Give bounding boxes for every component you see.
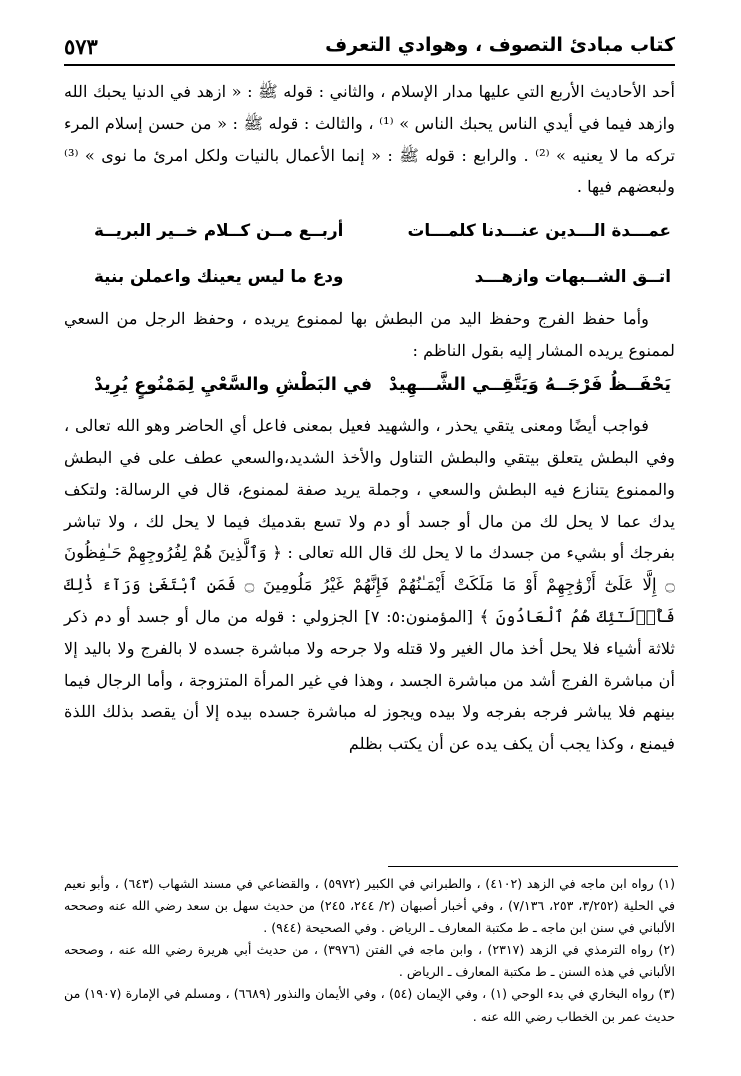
poem-verse-3: [64, 370, 675, 402]
verse-2-first-hemistich: اتــق الشــبهات وازهـــد: [474, 265, 671, 286]
page-number: ٥٧٣: [64, 34, 98, 59]
main-text: [64, 76, 675, 760]
verse-3-second-hemistich: في البَطْشِ والسَّعْيِ لِمَمْنُوعٍ يُرِيدْ: [94, 375, 373, 396]
commentary-text-continued: الجزولي : قوله من مال أو جسد أو دم ذكر ثلاثة أشياء فلا يحل أخذ مال الغير ولا قتله ولا جرحه ولا مباشرة جسده لا بالفرج ولا باليد إلا أن مباشرة الفرج أشد من مباشرة الجسد ، وهذا في غير المرأة المتزوجة ، وأما الرجال فيما بينهم فلا يباشر فرجه بفرجه ولا بيده ويجوز له مباشرة جسده بيده إلا أن يقصد بذلك اللذة فيمنع ، وكذا يجب أن يكف يده عن أن يكتب بظلم: [64, 606, 675, 754]
footnotes: [64, 873, 675, 1028]
paragraph-commentary: [64, 410, 675, 760]
poem-verse-2: [64, 261, 675, 293]
verse-1-second-hemistich: أربــع مــن كــلام خــير البريــة: [94, 220, 344, 241]
verse-3-first-hemistich: يَحْفَــظُ فَرْجَــهُ وَيَتَّقِــي الشَّـــهِيدْ: [388, 375, 671, 396]
commentary-text: فواجب أيضًا ومعنى يتقي يحذر ، والشهيد فعيل بمعنى فاعل أي الحاضر وهو الله تعالى ، وفي البطش يتعلق بيتقي والبطش التناول والأخذ الشديد،والسعي عطف على في البطش والممنوع يتنازع فيه البطش والسعي ، وجملة يريد صفة لممنوع، قال في الرسالة: ولتكف يدك عما لا يحل لك من مال أو جسد أو دم ولا تسع بقدميك فيما لا يحل لك ، ولا تباشر بفرجك أو بشيء من جسدك ما لا يحل لك قال الله تعالى :: [64, 416, 676, 563]
quran-reference: [المؤمنون:٥: ٧]: [364, 606, 473, 626]
quran-verse: ﴿ وَٱلَّذِينَ هُمْ لِفُرُوجِهِمْ حَـٰفِظُونَ ۝ إِلَّا عَلَىٰٓ أَزْوَٰجِهِمْ أَوْ مَا مَلَكَتْ أَيْمَـٰنُهُمْ فَإِنَّهُمْ غَيْرُ مَلُومِينَ ۝ فَمَنِ ٱبْتَغَىٰ وَرَآءَ ذَٰلِكَ فَأُو۟لَـٰٓئِكَ هُمُ ٱلْعَادُونَ ﴾: [64, 543, 675, 626]
paragraph-hadiths: أحد الأحاديث الأربع التي عليها مدار الإسلام ، والثاني : قوله ﷺ : « ازهد في الدنيا يحبك الله وازهد فيما في أيدي الناس يحبك الناس » ⁽¹⁾ ، والثالث : قوله ﷺ : « من حسن إسلام المرء تركه ما لا يعنيه » ⁽²⁾ . والرابع : قوله ﷺ : « إنما الأعمال بالنيات ولكل امرئ ما نوى » ⁽³⁾ ولبعضهم فيها .: [64, 82, 676, 197]
footnote-3: (٣) رواه البخاري في بدء الوحي (١) ، وفي الإيمان (٥٤) ، وفي الأيمان والنذور (٦٦٨٩) ، ومسلم في الإمارة (١٩٠٧) من حديث عمر بن الخطاب رضي الله عنه .: [64, 986, 675, 1024]
book-title: كتاب مبادئ التصوف ، وهوادي التعرف: [325, 34, 675, 56]
page-header: [64, 30, 675, 66]
paragraph-preservation: وأما حفظ الفرج وحفظ اليد من البطش بها لممنوع يريده ، وحفظ الرجل من السعي لممنوع يريده المشار إليه بقول الناظم :: [64, 308, 675, 360]
footnote-2: (٢) رواه الترمذي في الزهد (٢٣١٧) ، وابن ماجه في الفتن (٣٩٧٦) ، من حديث أبي هريرة رضي الله عنه ، وصححه الألباني في هذه السنن ـ ط مكتبة المعارف ـ الرياض .: [64, 942, 675, 980]
verse-2-second-hemistich: ودع ما ليس يعينك واعملن بنية: [94, 265, 344, 286]
poem-verse-1: [64, 215, 675, 247]
verse-1-first-hemistich: عمـــدة الـــدين عنـــدنا كلمـــات: [407, 220, 671, 241]
footnote-1: (١) رواه ابن ماجه في الزهد (٤١٠٢) ، والطبراني في الكبير (٥٩٧٢) ، والقضاعي في مسند الشهاب (٦٤٣) ، وأبو نعيم في الحلية (٣/٢٥٢، ٢٥٣، ٧/١٣٦) ، وفي أخبار أصبهان (٢/ ٢٤٤، ٢٤٥) من حديث سهل بن سعد رضي الله عنه وصححه الألباني في سنن ابن ماجه ـ ط مكتبة المعارف ـ الرياض . وفي الصحيحة (٩٤٤) .: [64, 876, 676, 936]
footnote-divider: [388, 866, 678, 867]
